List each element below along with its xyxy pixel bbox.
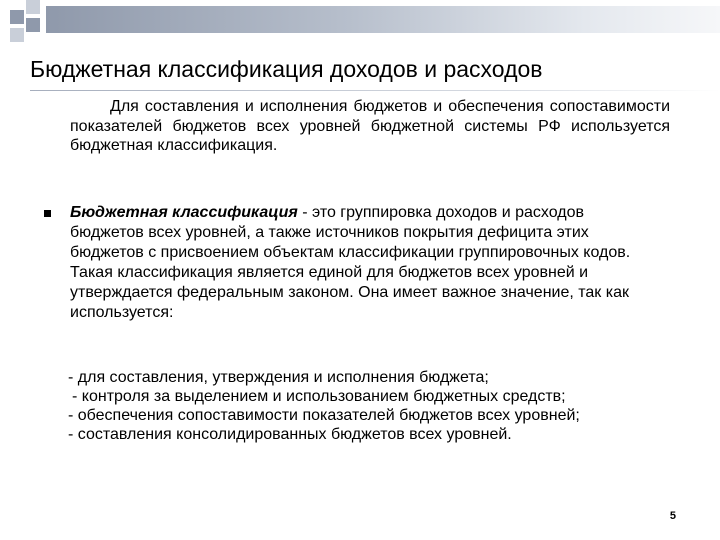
slide-title: Бюджетная классификация доходов и расходов	[30, 56, 543, 82]
list-item: - для составления, утверждения и исполнения бюджета;	[68, 369, 489, 386]
list-item: - обеспечения сопоставимости показателей бюджетов всех уровней;	[68, 407, 580, 424]
page-number: 5	[669, 510, 676, 522]
deco-square	[26, 0, 40, 14]
header-gradient-bar	[46, 6, 720, 33]
square-bullet-icon	[44, 210, 51, 217]
list-item: - составления консолидированных бюджетов всех уровней.	[68, 426, 512, 443]
list-item: - контроля за выделением и использованием бюджетных средств;	[72, 388, 566, 405]
deco-square	[10, 28, 24, 42]
deco-square	[10, 10, 24, 24]
intro-paragraph: Для составления и исполнения бюджетов и обеспечения сопоставимости показателей бюджетов всех уровней бюджетной системы РФ используется бюджетная классификация.	[70, 98, 670, 154]
uses-list	[68, 368, 668, 444]
definition-text: - это группировка доходов и расходов бюджетов всех уровней, а также источников покрытия дефицита этих бюджетов с присвоением объектам классификации группировочных кодов. Такая классификация является единой для бюджетов всех уровней и утверждается федеральным законом. Она имеет важное значение, так как используется:	[70, 204, 631, 321]
title-divider	[30, 90, 720, 91]
definition-term: Бюджетная классификация	[70, 204, 298, 221]
deco-square	[26, 18, 40, 32]
definition-paragraph	[70, 203, 660, 323]
